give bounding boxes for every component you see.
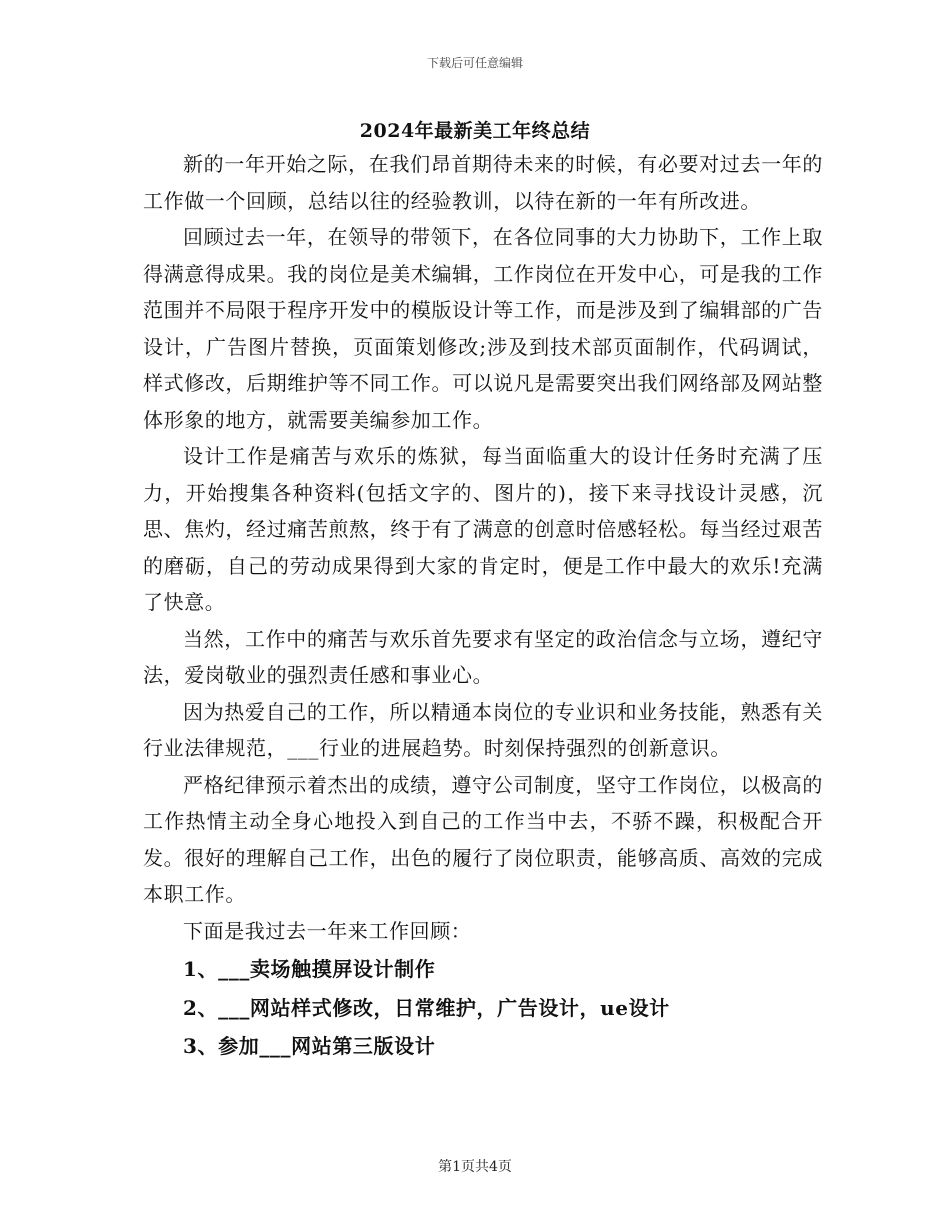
list-item: 1、___卖场触摸屏设计制作 (183, 957, 436, 981)
list-item: 2、___网站样式修改，日常维护，广告设计，ue设计 (183, 995, 670, 1020)
paragraph: 新的一年开始之际，在我们昂首期待未来的时候，有必要对过去一年的工作做一个回顾，总结以往的经验教训，以待在新的一年有所改进。 (143, 152, 823, 213)
page-number-footer: 第1页共4页 (438, 1159, 512, 1175)
paragraph: 当然，工作中的痛苦与欢乐首先要求有坚定的政治信念与立场，遵纪守法，爱岗敬业的强烈责任感和事业心。 (143, 626, 823, 687)
header-note: 下载后可任意编辑 (426, 56, 523, 70)
paragraph: 严格纪律预示着杰出的成绩，遵守公司制度，坚守工作岗位，以极高的工作热情主动全身心地投入到自己的工作当中去，不骄不躁，积极配合开发。很好的理解自己工作，出色的履行了岗位职责，能够高质、高效的完成本职工作。 (143, 772, 823, 906)
paragraph: 因为热爱自己的工作，所以精通本岗位的专业识和业务技能，熟悉有关行业法律规范，___行业的进展趋势。时刻保持强烈的创新意识。 (143, 699, 823, 760)
paragraph: 下面是我过去一年来工作回顾： (183, 918, 472, 943)
document-body (143, 146, 823, 1065)
list-item: 3、参加___网站第三版设计 (183, 1034, 436, 1058)
document-title: 2024年最新美工年终总结 (359, 120, 591, 142)
paragraph: 回顾过去一年，在领导的带领下，在各位同事的大力协助下，工作上取得满意得成果。我的岗位是美术编辑，工作岗位在开发中心，可是我的工作范围并不局限于程序开发中的模版设计等工作，而是涉及到了编辑部的广告设计，广告图片替换，页面策划修改;涉及到技术部页面制作，代码调试，样式修改，后期维护等不同工作。可以说凡是需要突出我们网络部及网站整体形象的地方，就需要美编参加工作。 (143, 225, 823, 432)
paragraph: 设计工作是痛苦与欢乐的炼狱，每当面临重大的设计任务时充满了压力，开始搜集各种资料(包括文字的、图片的)，接下来寻找设计灵感，沉思、焦灼，经过痛苦煎熬，终于有了满意的创意时倍感轻松。每当经过艰苦的磨砺，自己的劳动成果得到大家的肯定时，便是工作中最大的欢乐!充满了快意。 (143, 444, 823, 614)
